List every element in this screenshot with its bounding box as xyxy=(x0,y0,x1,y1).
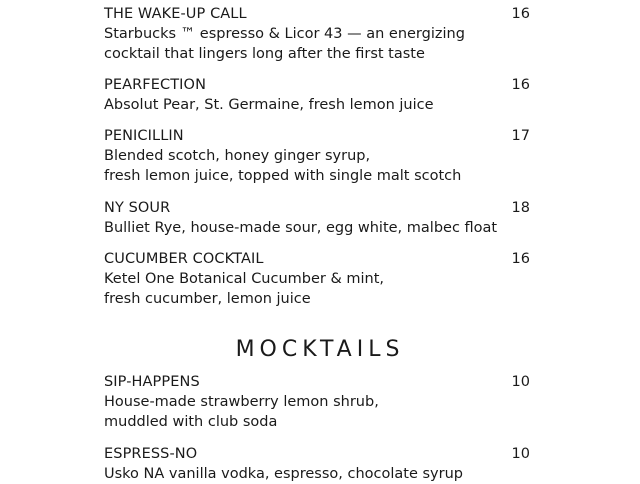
menu-item-espress-no xyxy=(104,444,534,484)
description-line: Usko NA vanilla vodka, espresso, chocolate syrup xyxy=(104,466,463,482)
item-name: SIP-HAPPENS xyxy=(104,374,200,390)
description-line: Absolut Pear, St. Germaine, fresh lemon juice xyxy=(104,97,434,113)
section-title-mocktails: MOCKTAILS xyxy=(235,337,405,362)
item-name: THE WAKE-UP CALL xyxy=(104,6,247,22)
item-price: 10 xyxy=(511,446,530,462)
item-name: PENICILLIN xyxy=(104,128,184,144)
description-line: Bulliet Rye, house-made sour, egg white, malbec float xyxy=(104,220,498,236)
description-line: Blended scotch, honey ginger syrup, xyxy=(104,148,371,164)
description-line: fresh lemon juice, topped with single malt scotch xyxy=(104,168,462,184)
item-description xyxy=(104,218,534,238)
description-line: fresh cucumber, lemon juice xyxy=(104,291,311,307)
menu-item-sip-happens xyxy=(104,372,534,432)
description-line: Ketel One Botanical Cucumber & mint, xyxy=(104,271,385,287)
item-name: PEARFECTION xyxy=(104,77,207,93)
description-line: House-made strawberry lemon shrub, xyxy=(104,394,379,410)
menu-item-wake-up-call xyxy=(104,4,534,64)
item-price: 16 xyxy=(511,6,530,22)
item-description xyxy=(104,95,534,115)
item-description xyxy=(104,24,534,64)
menu-item-cucumber-cocktail xyxy=(104,249,534,309)
item-price: 16 xyxy=(511,251,530,267)
description-line: cocktail that lingers long after the first taste xyxy=(104,46,425,62)
item-price: 17 xyxy=(511,128,530,144)
item-description xyxy=(104,146,534,186)
item-name: CUCUMBER COCKTAIL xyxy=(104,251,264,267)
menu-item-ny-sour xyxy=(104,198,534,238)
description-line: muddled with club soda xyxy=(104,414,278,430)
item-description xyxy=(104,269,534,309)
item-name: NY SOUR xyxy=(104,200,171,216)
description-line: Starbucks ™ espresso & Licor 43 — an energizing xyxy=(104,26,465,42)
item-description xyxy=(104,392,534,432)
menu-item-penicillin xyxy=(104,126,534,186)
item-description xyxy=(104,464,534,484)
item-price: 10 xyxy=(511,374,530,390)
item-price: 18 xyxy=(511,200,530,216)
menu-item-pearfection xyxy=(104,75,534,115)
item-name: ESPRESS-NO xyxy=(104,446,198,462)
item-price: 16 xyxy=(511,77,530,93)
